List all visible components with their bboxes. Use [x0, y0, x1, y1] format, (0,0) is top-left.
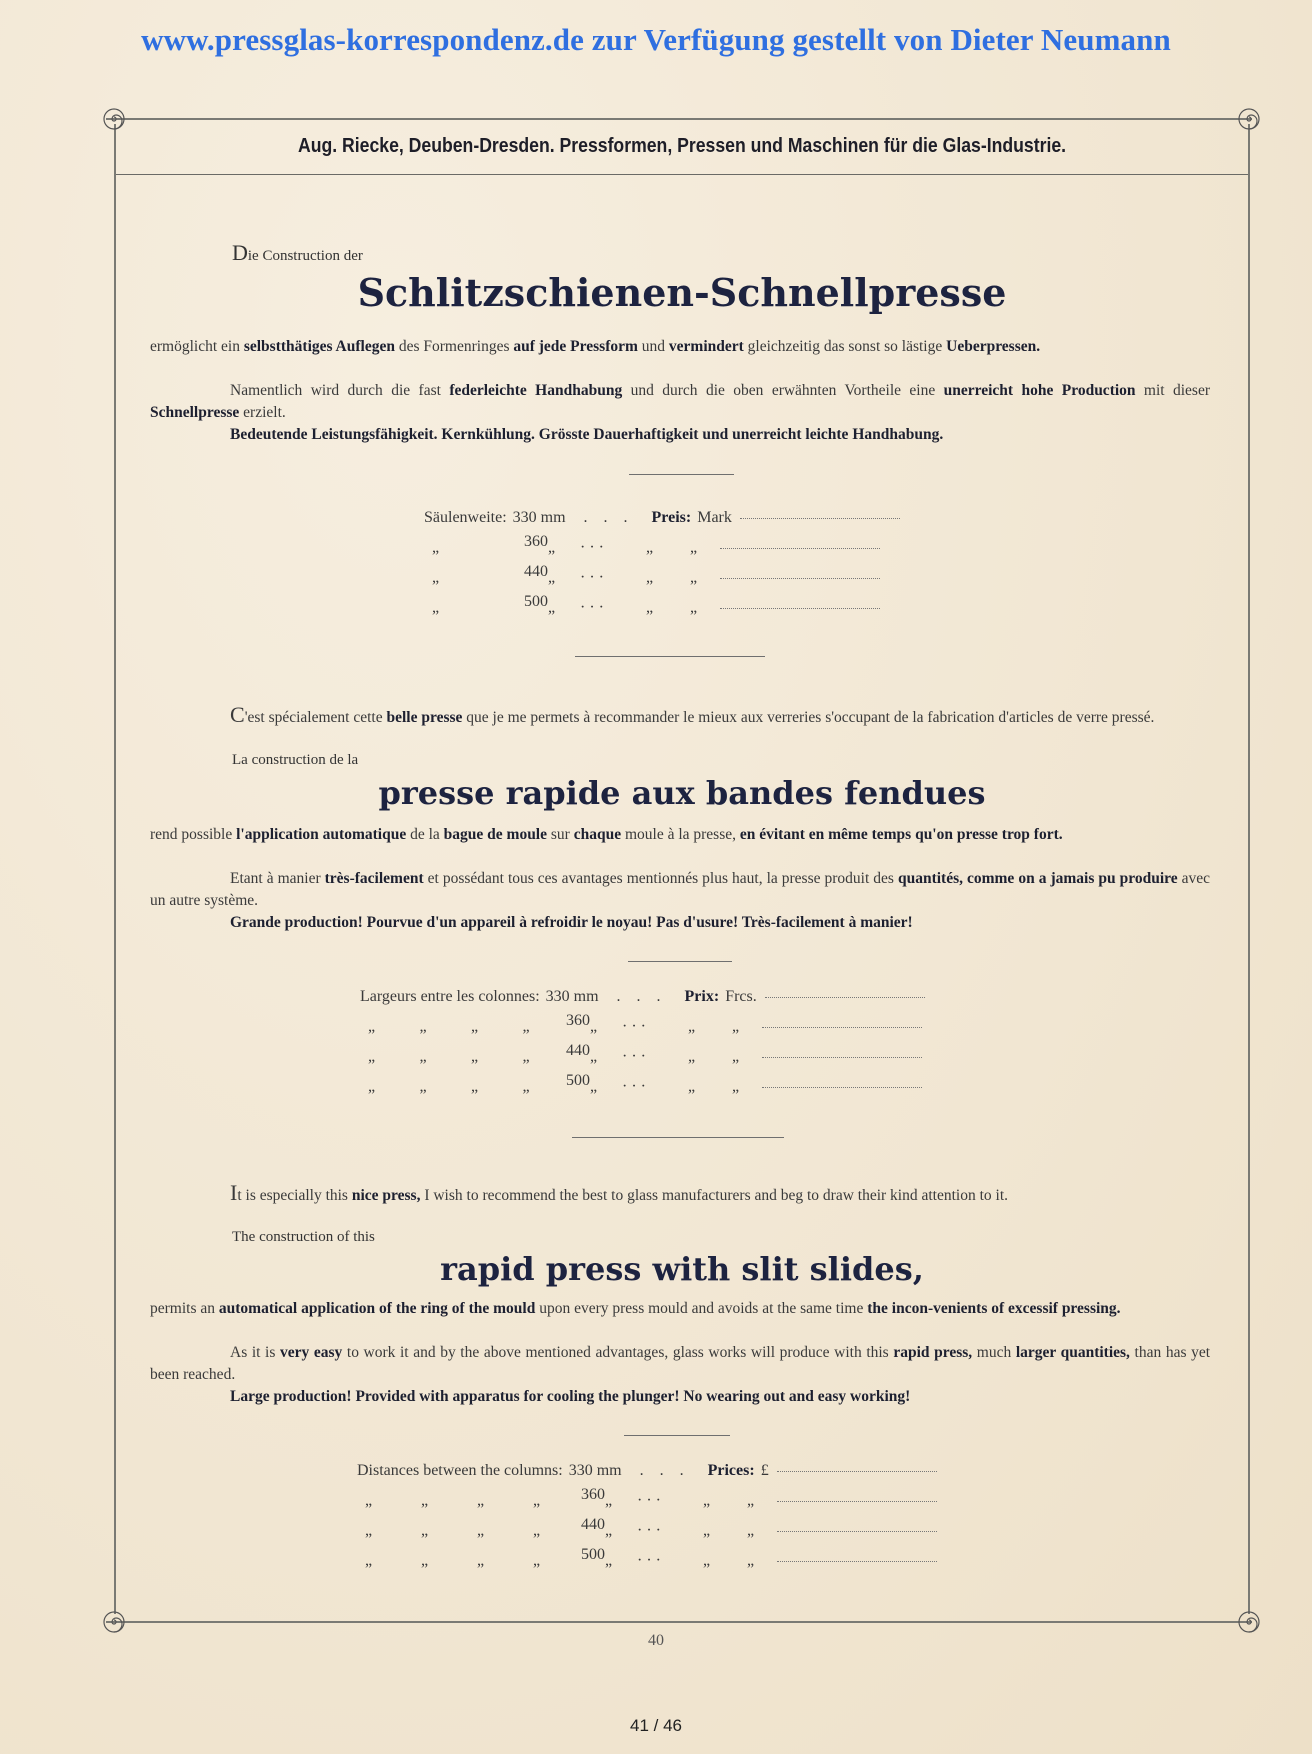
price-label: Prices:: [707, 1462, 755, 1479]
price-row: [357, 1546, 937, 1570]
german-paragraph-1: [150, 336, 1210, 358]
ditto-mark: „: [690, 569, 698, 586]
ditto-mark: „: [690, 599, 698, 616]
ditto-marks: [360, 1078, 566, 1096]
leader-dots: · · ·: [580, 539, 604, 556]
body-text: avec un autre système.: [150, 870, 1211, 909]
size-label: Largeurs entre les colonnes:: [360, 988, 540, 1005]
price-blank-line: [762, 1026, 922, 1028]
ditto-mark: „: [605, 1522, 613, 1539]
ditto-mark: „: [688, 1048, 696, 1065]
price-row: [360, 988, 925, 1006]
ditto-mark: „: [646, 539, 654, 556]
section-divider: [575, 656, 765, 657]
ditto-mark: „: [477, 1492, 485, 1509]
emphasis-text: vermindert: [668, 338, 744, 355]
ditto-mark: „: [703, 1552, 711, 1569]
emphasis-text: en évitant en même temps qu'on presse trop fort.: [739, 826, 1063, 843]
size-label: Säulenweite:: [424, 509, 507, 526]
price-row: [424, 593, 880, 617]
printed-page-number: 40: [648, 1632, 664, 1649]
emphasis-text: federleichte Handhabung: [449, 382, 623, 399]
ditto-mark: „: [432, 539, 440, 556]
english-paragraph-1: [150, 1182, 1210, 1207]
french-paragraph-3: [150, 868, 1210, 912]
size-value: 360: [566, 1012, 590, 1029]
ditto-mark: „: [548, 599, 556, 616]
leader-dots: · · ·: [622, 1018, 646, 1035]
size-label: Distances between the columns:: [357, 1462, 563, 1479]
price-row: [357, 1516, 937, 1540]
emphasis-text: Ueberpressen.: [946, 338, 1041, 355]
price-label: Prix:: [684, 988, 720, 1005]
body-text: gleichzeitig das sonst so lästige: [743, 338, 947, 355]
size-value: 440: [566, 1042, 590, 1059]
emphasis-text: quantités, comme on a jamais pu produire: [897, 870, 1178, 887]
german-intro: [232, 240, 363, 266]
ditto-mark: „: [688, 1078, 696, 1095]
size-value: 330: [545, 988, 570, 1005]
french-intro: La construction de la: [232, 752, 359, 768]
price-blank-line: [762, 1086, 922, 1088]
ditto-marks: [360, 1048, 566, 1066]
size-unit: mm: [569, 988, 599, 1005]
price-row: [424, 563, 880, 587]
body-text: erzielt.: [239, 404, 286, 421]
ditto-mark: „: [533, 1552, 541, 1569]
ditto-mark: „: [365, 1552, 373, 1569]
emphasis-text: unerreicht hohe Production: [943, 382, 1136, 399]
size-unit: mm: [592, 1462, 622, 1479]
leader-dots: · · ·: [637, 1522, 661, 1539]
ditto-mark: „: [421, 1552, 429, 1569]
price-blank-line: [762, 1056, 922, 1058]
ditto-mark: „: [471, 1048, 479, 1065]
ditto-mark: „: [747, 1492, 755, 1509]
body-text: que je me permets à recommander le mieux aux verreries s'occupant de la fabrication d'articles de verre pressé.: [462, 709, 1155, 726]
french-title: presse rapide aux bandes fendues: [378, 774, 986, 812]
price-row: [357, 1462, 937, 1480]
size-value: 360: [581, 1486, 605, 1503]
price-row: [424, 533, 880, 557]
ditto-marks: [357, 1552, 581, 1570]
section-divider: [629, 474, 734, 475]
emphasis-text: très-facilement: [324, 870, 424, 887]
ditto-mark: „: [471, 1018, 479, 1035]
size-value: 330: [512, 509, 537, 526]
emphasis-text: very easy: [280, 1344, 343, 1361]
emphasis-text: l'application automatique: [236, 826, 407, 843]
leader-dots: . . .: [639, 1462, 690, 1479]
ditto-mark: „: [471, 1078, 479, 1095]
emphasis-text: auf jede Pressform: [513, 338, 638, 355]
price-row: [357, 1486, 937, 1510]
english-title: rapid press with slit slides,: [440, 1250, 924, 1288]
body-text: de la: [406, 826, 444, 843]
english-intro: The construction of this: [232, 1229, 375, 1245]
body-text: sur: [547, 826, 574, 843]
ditto-mark: „: [548, 569, 556, 586]
ditto-mark: „: [590, 1078, 598, 1095]
emphasis-text: selbstthätiges Auflegen: [243, 338, 395, 355]
body-text: und durch die oben erwähnten Vortheile eine: [622, 382, 944, 399]
frame-border-bottom: [106, 1621, 1252, 1623]
ditto-mark: „: [432, 569, 440, 586]
body-text: Etant à manier: [230, 870, 325, 887]
ditto-mark: „: [747, 1522, 755, 1539]
drop-cap: D: [232, 240, 248, 265]
english-paragraph-2: [150, 1298, 1210, 1320]
body-text: 'est spécialement cette: [244, 709, 387, 726]
price-blank-line: [720, 547, 880, 549]
german-paragraph-2: [150, 380, 1210, 424]
ditto-mark: „: [590, 1018, 598, 1035]
frame-border-left: [114, 124, 116, 1614]
emphasis-text: Schnellpresse: [150, 404, 240, 421]
ditto-mark: „: [421, 1492, 429, 1509]
price-blank-line: [777, 1530, 937, 1532]
price-blank-line: [720, 577, 880, 579]
emphasis-text: automatical application: [218, 1300, 376, 1317]
price-blank-line: [777, 1560, 937, 1562]
header-rule: [116, 174, 1248, 175]
section-divider: [624, 1435, 730, 1436]
body-text: much: [972, 1344, 1016, 1361]
leader-dots: · · ·: [580, 569, 604, 586]
ditto-marks: [357, 1492, 581, 1510]
french-features: Grande production! Pourvue d'un appareil à refroidir le noyau! Pas d'usure! Très-facilement à manier!: [230, 914, 913, 931]
ditto-mark: „: [368, 1048, 376, 1065]
frame-border-right: [1248, 124, 1250, 1614]
ditto-mark: „: [419, 1048, 427, 1065]
german-features: Bedeutende Leistungsfähigkeit. Kernkühlung. Grösste Dauerhaftigkeit und unerreicht leichte Handhabung.: [230, 426, 944, 443]
ditto-marks: [424, 599, 524, 617]
ditto-mark: „: [432, 599, 440, 616]
body-text: As it is: [230, 1344, 280, 1361]
size-unit: mm: [536, 509, 566, 526]
german-title: Schlitzschienen-Schnellpresse: [357, 270, 1007, 315]
size-value: 500: [581, 1546, 605, 1563]
ditto-mark: „: [368, 1078, 376, 1095]
size-value: 360: [524, 533, 548, 550]
ditto-mark: „: [605, 1552, 613, 1569]
price-row: [360, 1072, 922, 1096]
ditto-mark: „: [646, 569, 654, 586]
ditto-mark: „: [646, 599, 654, 616]
currency-label: £: [760, 1462, 769, 1479]
french-paragraph-1: [150, 704, 1210, 729]
english-features: Large production! Provided with apparatus for cooling the plunger! No wearing out and easy working!: [230, 1388, 911, 1405]
ditto-mark: „: [522, 1078, 530, 1095]
frame-border-top: [106, 118, 1252, 120]
ditto-mark: „: [368, 1018, 376, 1035]
ditto-mark: „: [533, 1522, 541, 1539]
ditto-mark: „: [419, 1078, 427, 1095]
ditto-mark: „: [522, 1018, 530, 1035]
intro-text: ie Construction der: [247, 248, 363, 264]
drop-cap: I: [230, 1180, 238, 1205]
ditto-mark: „: [688, 1018, 696, 1035]
leader-dots: · · ·: [580, 599, 604, 616]
body-text: I wish to recommend the best to glass manufacturers and beg to draw their kind attention to it.: [420, 1187, 1009, 1204]
size-value: 440: [524, 563, 548, 580]
body-text: to work it and by the above mentioned advantages, glass works will produce with this: [342, 1344, 894, 1361]
ditto-mark: „: [747, 1552, 755, 1569]
emphasis-text: nice press,: [351, 1187, 421, 1204]
size-value: 500: [524, 593, 548, 610]
english-paragraph-3: [150, 1342, 1210, 1386]
emphasis-text: of the ring of the mould: [375, 1300, 536, 1317]
body-text: moule à la presse,: [621, 826, 740, 843]
body-text: und: [637, 338, 669, 355]
leader-dots: · · ·: [622, 1048, 646, 1065]
ditto-mark: „: [548, 539, 556, 556]
emphasis-text: belle presse: [386, 709, 463, 726]
leader-dots: . . .: [583, 509, 634, 526]
emphasis-text: chaque: [573, 826, 622, 843]
body-text: permits an: [150, 1300, 219, 1317]
emphasis-text: the incon-venients of excessif pressing.: [867, 1300, 1121, 1317]
price-label: Preis:: [651, 509, 692, 526]
viewer-page-indicator: 41 / 46: [630, 1716, 682, 1735]
price-blank-line: [777, 1470, 937, 1472]
drop-cap: C: [230, 702, 245, 727]
size-value: 440: [581, 1516, 605, 1533]
price-row: [360, 1012, 922, 1036]
ditto-mark: „: [732, 1018, 740, 1035]
leader-dots: · · ·: [622, 1078, 646, 1095]
leader-dots: · · ·: [637, 1492, 661, 1509]
ditto-mark: „: [522, 1048, 530, 1065]
body-text: rend possible: [150, 826, 237, 843]
ditto-mark: „: [703, 1522, 711, 1539]
price-row: [360, 1042, 922, 1066]
currency-label: Frcs.: [725, 988, 757, 1005]
emphasis-text: larger quantities,: [1015, 1344, 1130, 1361]
ditto-marks: [357, 1522, 581, 1540]
body-text: des Formenringes: [394, 338, 514, 355]
ditto-mark: „: [477, 1552, 485, 1569]
ditto-mark: „: [533, 1492, 541, 1509]
ditto-mark: „: [732, 1078, 740, 1095]
body-text: mit dieser: [1135, 382, 1211, 399]
body-text: et possédant tous ces avantages mentionnés plus haut, la presse produit des: [423, 870, 898, 887]
ditto-mark: „: [732, 1048, 740, 1065]
ditto-mark: „: [419, 1018, 427, 1035]
currency-label: Mark: [697, 509, 732, 526]
price-blank-line: [777, 1500, 937, 1502]
ditto-mark: „: [365, 1492, 373, 1509]
french-paragraph-2: [150, 824, 1210, 846]
emphasis-text: bague de moule: [443, 826, 547, 843]
body-text: t is especially this: [237, 1187, 352, 1204]
ditto-mark: „: [605, 1492, 613, 1509]
body-text: Namentlich wird durch die fast: [230, 382, 450, 399]
spiral-ornament-icon: [1236, 106, 1262, 132]
ditto-mark: „: [477, 1522, 485, 1539]
ditto-marks: [424, 569, 524, 587]
leader-dots: . . .: [616, 988, 667, 1005]
price-row: [424, 509, 900, 527]
body-text: ermöglicht ein: [150, 338, 244, 355]
leader-dots: · · ·: [637, 1552, 661, 1569]
section-divider: [628, 961, 732, 962]
price-blank-line: [765, 996, 925, 998]
ditto-mark: „: [365, 1522, 373, 1539]
size-value: 330: [568, 1462, 593, 1479]
ditto-mark: „: [690, 539, 698, 556]
body-text: than has yet been reached.: [150, 1344, 1211, 1383]
price-blank-line: [740, 517, 900, 519]
price-blank-line: [720, 607, 880, 609]
emphasis-text: rapid press,: [893, 1344, 973, 1361]
spiral-ornament-icon: [101, 106, 127, 132]
section-divider: [572, 1137, 784, 1138]
ditto-mark: „: [703, 1492, 711, 1509]
ditto-marks: [424, 539, 524, 557]
body-text: upon every press mould and avoids at the same time: [535, 1300, 868, 1317]
size-value: 500: [566, 1072, 590, 1089]
watermark-credit: www.pressglas-korrespondenz.de zur Verfügung gestellt von Dieter Neumann: [141, 22, 1171, 57]
ditto-mark: „: [421, 1522, 429, 1539]
ditto-marks: [360, 1018, 566, 1036]
ditto-mark: „: [590, 1048, 598, 1065]
running-head: Aug. Riecke, Deuben-Dresden. Pressformen, Pressen und Maschinen für die Glas-Industrie.: [297, 134, 1067, 157]
